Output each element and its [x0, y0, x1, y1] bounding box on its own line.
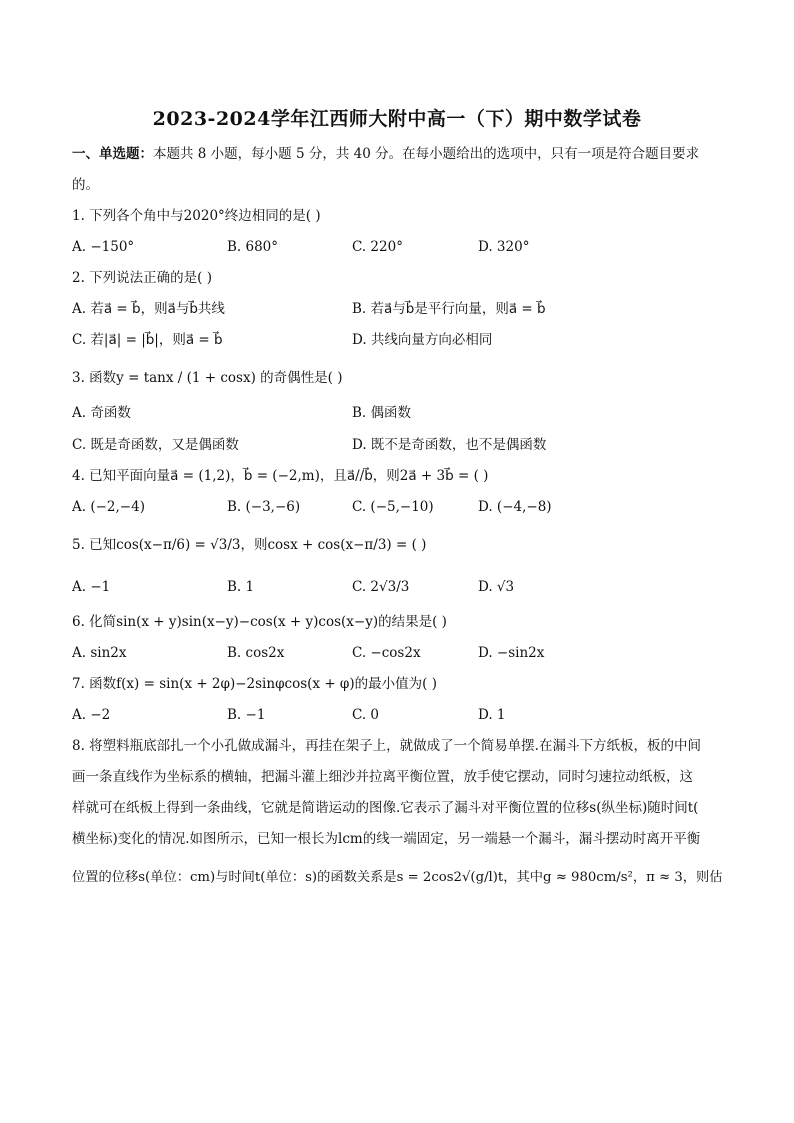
page-title: 2023-2024学年江西师大附中高一（下）期中数学试卷: [152, 108, 642, 130]
option-a: A. 若a⃗ = b⃗，则a⃗与b⃗共线: [72, 301, 225, 317]
option-c: C. 既是奇函数，又是偶函数: [72, 437, 239, 453]
option-b: B. 680°: [227, 239, 279, 255]
section-label: 一、单选题：: [72, 146, 153, 162]
question-stem: 3. 函数y = tanx / (1 + cosx) 的奇偶性是( ): [72, 370, 343, 386]
question8-line: 8. 将塑料瓶底部扎一个小孔做成漏斗，再挂在架子上，就做成了一个简易单摆.在漏斗下方纸板，板的中间: [72, 738, 701, 754]
option-b: B. 偶函数: [352, 405, 412, 421]
option-c: C. 若|a⃗| = |b⃗|，则a⃗ = b⃗: [72, 332, 223, 348]
option-a: A. (−2,−4): [72, 499, 145, 515]
question-stem: 1. 下列各个角中与2020°终边相同的是( ): [72, 208, 321, 224]
option-a: A. −150°: [72, 239, 135, 255]
question-stem: 7. 函数f(x) = sin(x + 2φ)−2sinφcos(x + φ)的最小值为( ): [72, 676, 437, 692]
option-d: D. (−4,−8): [478, 499, 552, 515]
option-d: D. 320°: [478, 239, 530, 255]
option-b: B. 1: [227, 579, 255, 595]
question8-line: 位置的位移s(单位：cm)与时间t(单位：s)的函数关系是s = 2cos2√(g/l)t，其中g ≈ 980cm/s²，π ≈ 3，则估: [72, 870, 723, 885]
option-a: A. −2: [72, 707, 111, 723]
option-c: C. (−5,−10): [352, 499, 434, 515]
option-a: A. 奇函数: [72, 405, 131, 421]
option-a: A. sin2x: [72, 645, 127, 661]
option-c: C. 220°: [352, 239, 403, 255]
question-stem: 6. 化简sin(x + y)sin(x−y)−cos(x + y)cos(x−y)的结果是( ): [72, 614, 447, 630]
option-d: D. 1: [478, 707, 506, 723]
question-stem: 5. 已知cos(x−π/6) = √3/3，则cosx + cos(x−π/3) = ( ): [72, 537, 427, 553]
question-stem: 4. 已知平面向量a⃗ = (1,2)，b⃗ = (−2,m)，且a⃗//b⃗，则2a⃗ + 3b⃗ = ( ): [72, 468, 489, 484]
option-c: C. 2√3/3: [352, 579, 410, 595]
option-b: B. 若a⃗与b⃗是平行向量，则a⃗ = b⃗: [352, 301, 546, 317]
question-stem: 2. 下列说法正确的是( ): [72, 270, 212, 286]
option-a: A. −1: [72, 579, 111, 595]
option-b: B. (−3,−6): [227, 499, 301, 515]
option-d: D. 共线向量方向必相同: [352, 332, 493, 348]
option-b: B. cos2x: [227, 645, 285, 661]
option-c: C. 0: [352, 707, 380, 723]
question8-line: 画一条直线作为坐标系的横轴，把漏斗灌上细沙并拉离平衡位置，放手使它摆动，同时匀速拉动纸板，这: [72, 769, 693, 785]
question8-line: 横坐标)变化的情况.如图所示，已知一根长为lcm的线一端固定，另一端悬一个漏斗，漏斗摆动时离开平衡: [72, 831, 701, 847]
option-b: B. −1: [227, 707, 266, 723]
section-instructions: 本题共 8 小题，每小题 5 分，共 40 分。在每小题给出的选项中，只有一项是符合题目要求: [153, 146, 700, 162]
question8-line: 样就可在纸板上得到一条曲线，它就是简谐运动的图像.它表示了漏斗对平衡位置的位移s(纵坐标)随时间t(: [72, 800, 699, 816]
option-d: D. 既不是奇函数，也不是偶函数: [352, 437, 547, 453]
section-header: [72, 144, 699, 164]
option-d: D. −sin2x: [478, 645, 545, 661]
option-d: D. √3: [478, 579, 515, 595]
option-c: C. −cos2x: [352, 645, 421, 661]
section-instructions-cont: 的。: [72, 177, 99, 193]
